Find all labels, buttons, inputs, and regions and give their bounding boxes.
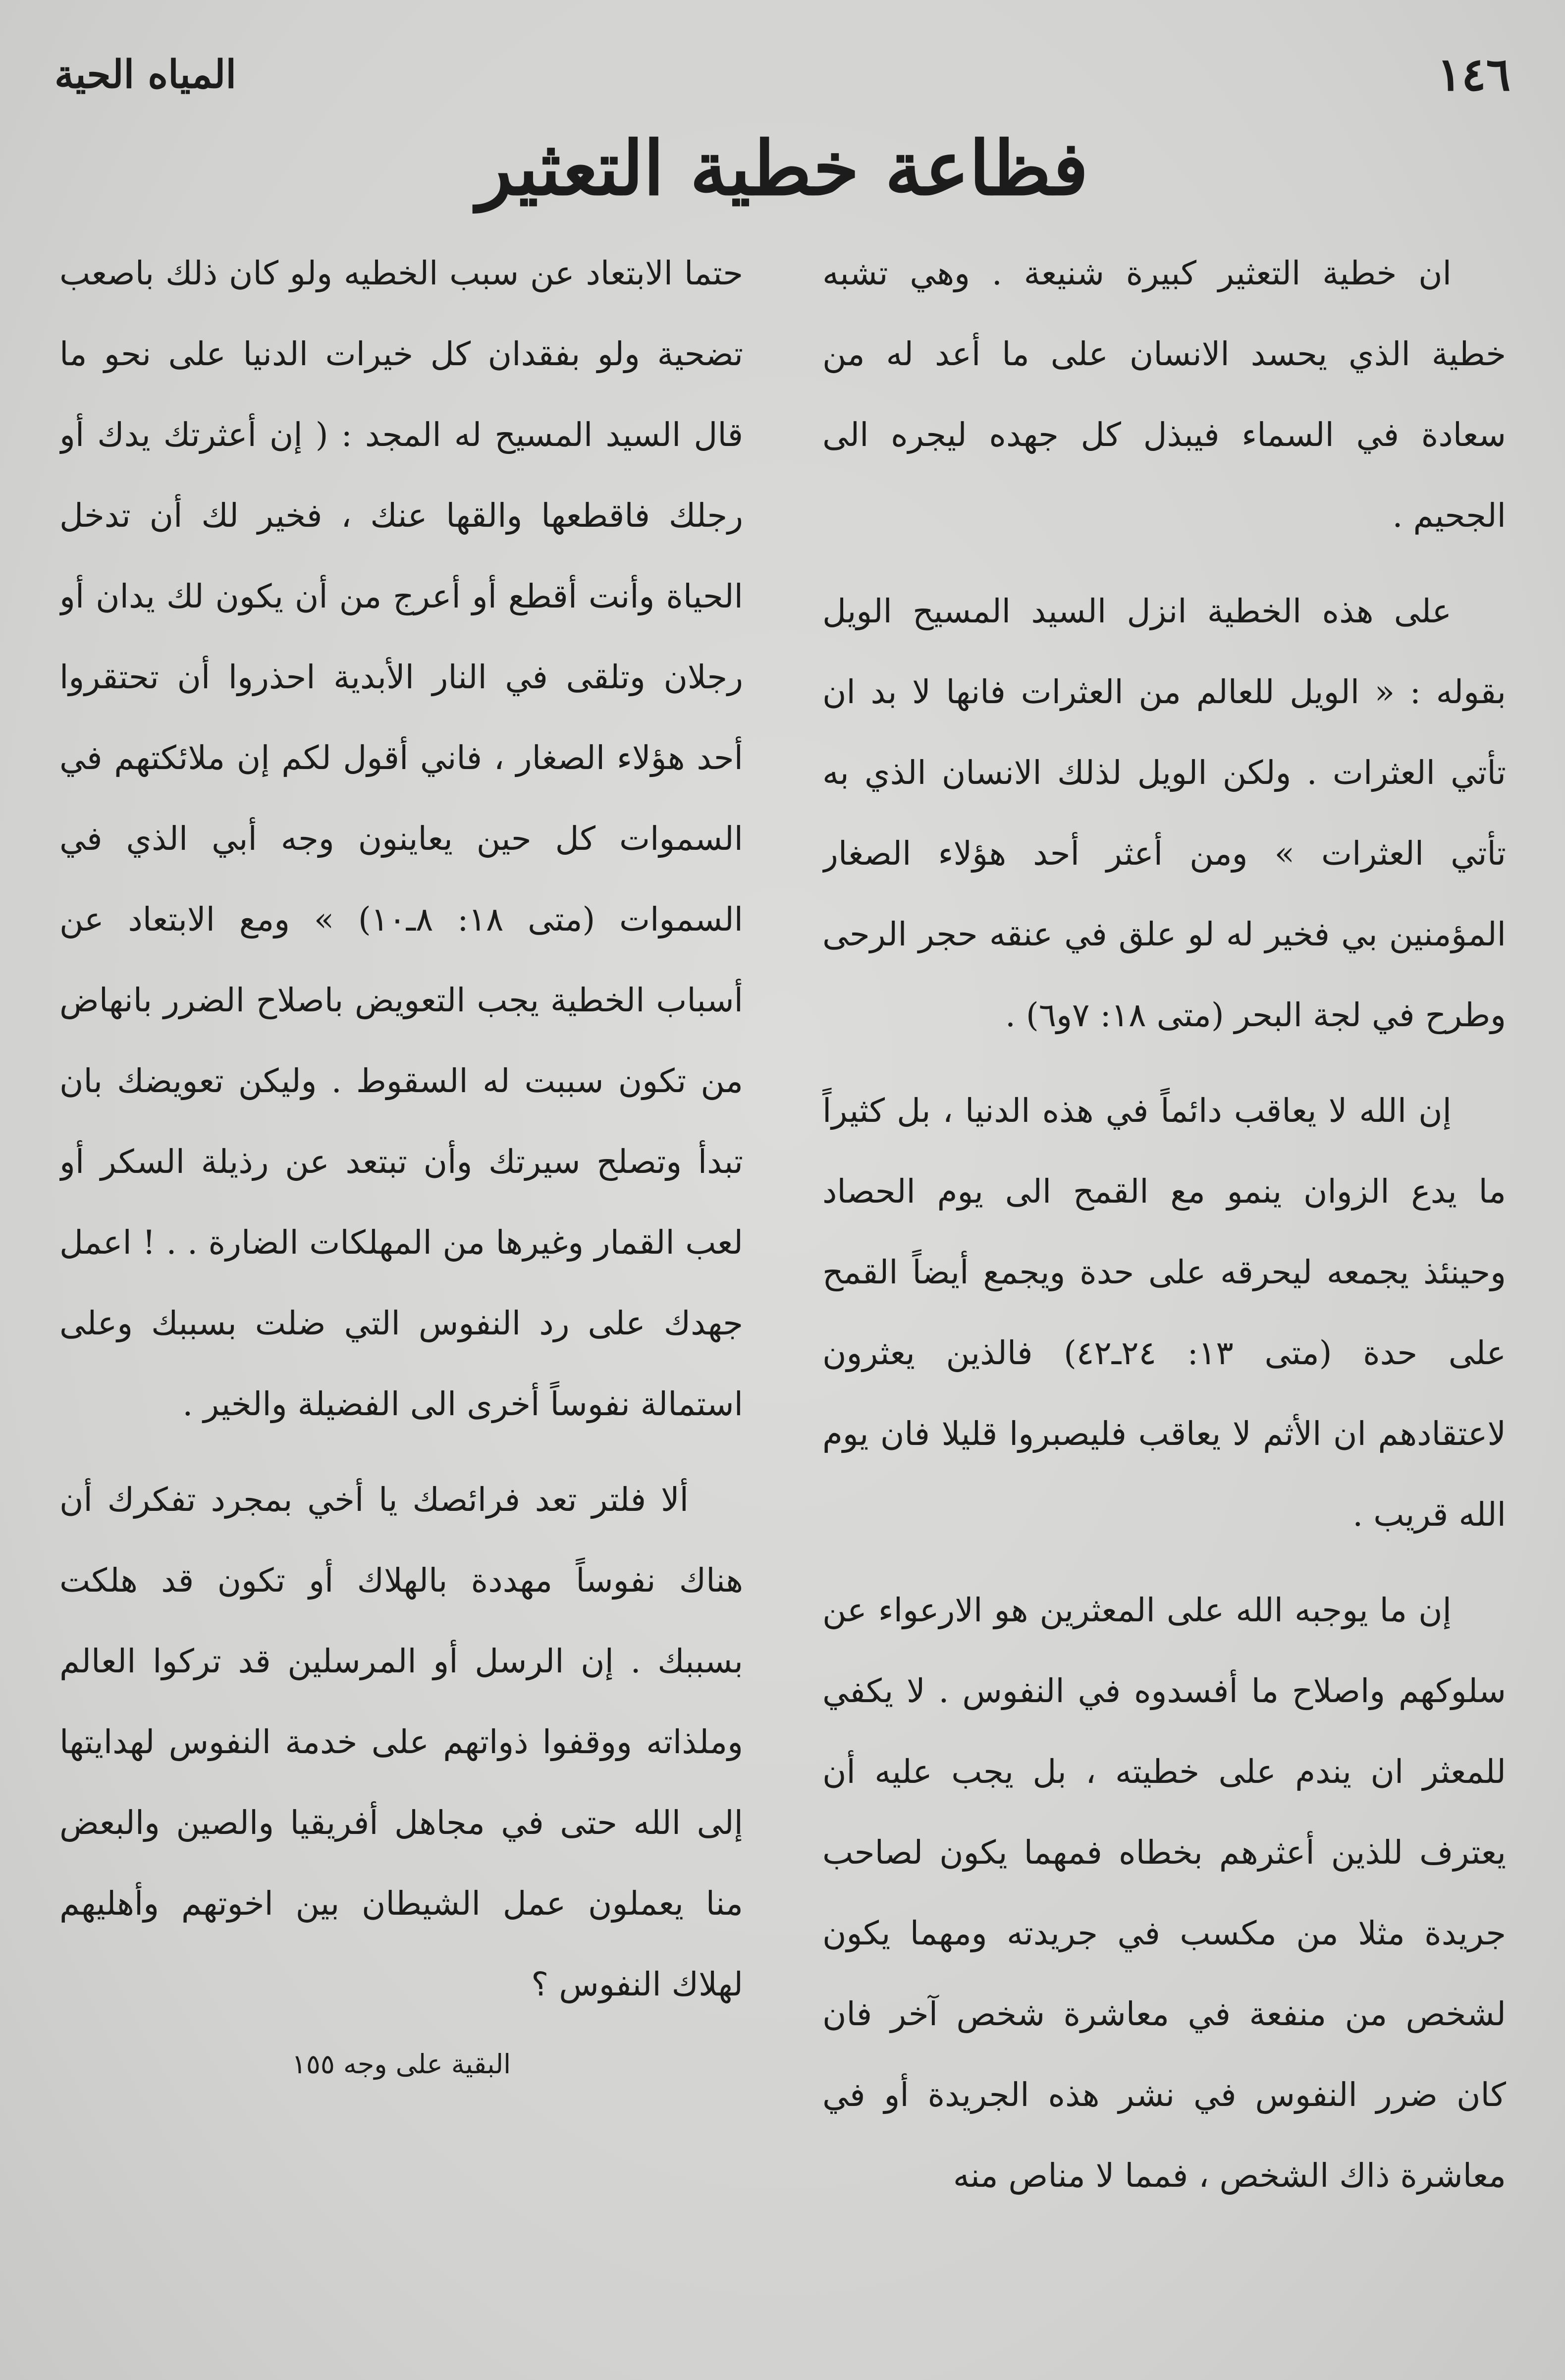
- text-columns: [59, 233, 1506, 2344]
- paragraph: ان خطية التعثير كبيرة شنيعة . وهي تشبه خطية الذي يحسد الانسان على ما أعد له من سعادة في السماء فيبذل كل جهده ليجره الى الجحيم .: [822, 254, 1506, 535]
- left-column: [59, 233, 743, 2344]
- paragraph: ألا فلتر تعد فرائصك يا أخي بمجرد تفكرك أن هناك نفوساً مهددة بالهلاك أو تكون قد هلكت بسببك . إن الرسل أو المرسلين قد تركوا العالم وملذاته ووقفوا ذواتهم على خدمة النفوس لهدايتها إلى الله حتى في مجاهل أفريقيا والصين والبعض منا يعملون عمل الشيطان بين اخوتهم وأهليهم لهلاك النفوس ؟: [59, 1481, 743, 2003]
- paragraph: على هذه الخطية انزل السيد المسيح الويل بقوله : « الويل للعالم من العثرات فانها لا بد ان تأتي العثرات . ولكن الويل لذلك الانسان الذي به تأتي العثرات » ومن أعثر أحد هؤلاء الصغار المؤمنين بي فخير له لو علق في عنقه حجر الرحى وطرح في لجة البحر (متى ١٨: ٧و٦) .: [822, 592, 1506, 1034]
- paragraph: إن الله لا يعاقب دائماً في هذه الدنيا ، بل كثيراً ما يدع الزوان ينمو مع القمح الى يوم الحصاد وحينئذ يجمعه ليحرقه على حدة ويجمع أيضاً القمح على حدة (متى ١٣: ٢٤ـ٤٢) فالذين يعثرون لاعتقادهم ان الأثم لا يعاقب فليصبروا قليلا فان يوم الله قريب .: [822, 1092, 1506, 1534]
- page-number: ١٤٦: [1437, 48, 1511, 101]
- paragraph: حتما الابتعاد عن سبب الخطيه ولو كان ذلك باصعب تضحية ولو بفقدان كل خيرات الدنيا على نحو ما قال السيد المسيح له المجد : ( إن أعثرتك يدك أو رجلك فاقطعها والقها عنك ، فخير لك أن تدخل الحياة وأنت أقطع أو أعرج من أن يكون لك يدان أو رجلان وتلقى في النار الأبدية احذروا أن تحتقروا أحد هؤلاء الصغار ، فاني أقول لكم إن ملائكتهم في السموات كل حين يعاينون وجه أبي الذي في السموات (متى ١٨: ٨ـ١٠) » ومع الابتعاد عن أسباب الخطية يجب التعويض باصلاح الضرر بانهاض من تكون سببت له السقوط . وليكن تعويضك بان تبدأ وتصلح سيرتك وأن تبتعد عن رذيلة السكر أو لعب القمار وغيرها من المهلكات الضارة . . ! اعمل جهدك على رد النفوس التي ضلت بسببك وعلى استمالة نفوساً أخرى الى الفضيلة والخير .: [59, 254, 743, 1423]
- paragraph: إن ما يوجبه الله على المعثرين هو الارعواء عن سلوكهم واصلاح ما أفسدوه في النفوس . لا يكفي للمعثر ان يندم على خطيته ، بل يجب عليه أن يعترف للذين أعثرهم بخطاه فمهما يكون لصاحب جريدة مثلا من مكسب في جريدته ومهما يكون لشخص من منفعة في معاشرة شخص آخر فان كان ضرر النفوس في نشر هذه الجريدة أو في معاشرة ذاك الشخص ، فمما لا مناص منه: [822, 1591, 1506, 2195]
- right-column: [822, 233, 1506, 2344]
- article-title: فظاعة خطية التعثير: [477, 125, 1088, 212]
- running-header: [54, 45, 1511, 104]
- running-book-title: المياه الحية: [54, 52, 236, 97]
- continuation-note: البقية على وجه ١٥٥: [291, 2048, 511, 2080]
